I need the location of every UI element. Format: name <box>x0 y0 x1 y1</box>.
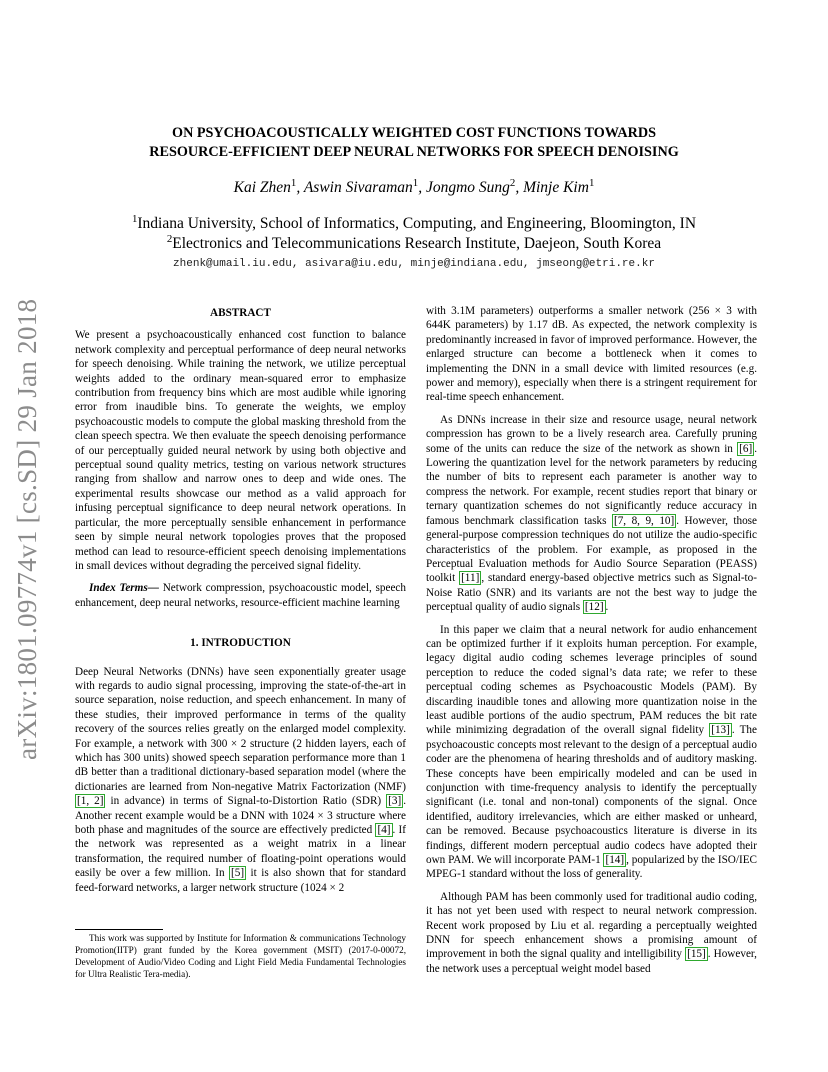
citation-link[interactable]: [4] <box>377 824 391 836</box>
citation-link[interactable]: [1, 2] <box>77 795 104 808</box>
index-terms-text: Network compression, psychoacoustic model, speech enhancement, deep neural networks, resource-efficient machine learning <box>75 582 406 609</box>
abstract-heading: ABSTRACT <box>210 307 271 319</box>
citation-link[interactable]: [15] <box>687 948 706 961</box>
intro-paragraph-4: Although PAM has been commonly used for traditional audio coding, it has not yet been used with respect to neural network compression. Recent work proposed by Liu et al. regarding a perceptually weighted DNN for speech enhancement shows a promising amount of improvement in both the signal quality and intelligibility [15] . However, the network uses a perceptual weight model based <box>426 890 757 975</box>
citation-link[interactable]: [11] <box>461 572 480 585</box>
citation-link[interactable]: [3] <box>388 795 402 808</box>
author-name: Jongmo Sung <box>425 179 510 196</box>
citation-link[interactable]: [5] <box>231 867 245 880</box>
index-terms <box>75 581 406 610</box>
citation-link[interactable]: [13] <box>711 724 730 737</box>
intro-paragraph-2: As DNNs increase in their size and resource usage, neural network compression has grown to be a lively research area. Carefully pruning some of the units can reduce the size of the network as shown in [6] . Lowering the quantization level for the network parameters by reducing the number of bits to represent each parameter is another way to compress the network. For example, recent studies report that binary or ternary quantization schemes do not significantly reduce accuracy in famous benchmark classification tasks [7, 8, 9, 10] . However, those general-purpose compression techniques do not utilize the audio-specific characteristics of the problem. For example, as proposed in the Perceptual Evaluation methods for Audio Source Separation (PEASS) toolkit [11] , standard energy-based objective metrics such as Signal-to-Noise Ratio (SNR) and its variants are not the best way to judge the perceptual quality of audio signals [12] . <box>426 413 758 614</box>
citation-link[interactable]: [14] <box>605 854 625 867</box>
intro-paragraph-1-continued: with 3.1M parameters) outperforms a smaller network (256 × 3 with 644K parameters) by 1.17 dB. As expected, the network complexity is predominantly increased in favor of improved performance. However, the enlarged structure can become a bottleneck when it comes to implementing the DNN in a small device with limited resources (e.g. power and memory), especially when there is a stringent requirement for real-time speech enhancement. <box>426 305 757 404</box>
title-line-1: ON PSYCHOACOUSTICALLY WEIGHTED COST FUNCTIONS TOWARDS <box>172 125 656 141</box>
author-name: Kai Zhen <box>233 179 291 196</box>
right-column <box>426 304 757 984</box>
author-emails: zhenk@umail.iu.edu, asivara@iu.edu, minje@indiana.edu, jmseong@etri.re.kr <box>173 258 655 270</box>
citation-link[interactable]: [7, 8, 9, 10] <box>613 514 675 527</box>
citation-link[interactable]: [12] <box>584 601 604 614</box>
paper-title <box>0 124 828 161</box>
footnote-rule <box>75 929 163 930</box>
abstract-text: We present a psychoacoustically enhanced cost function to balance network complexity and perceptual performance of deep neural networks for speech denoising. While training the network, we utilize perceptual weights added to the ordinary mean-squared error to emphasize contribution from frequency bins which are most audible while ignoring error from inaudible bins. To generate the weights, we employ psychoacoustic models to compute the global masking threshold from the clean speech spectra. We then evaluate the speech denoising performance of our perceptually guided neural network by using both objective and perceptual sound quality metrics, testing on various network structures ranging from shallow and narrow ones to deep and wide ones. The experimental results showcase our method as a valid approach for infusing perceptual significance to deep neural network operations. In particular, the more perceptually sensible enhancement in performance seen by simple neural network topologies proves that the proposed method can lead to resource-efficient speech denoising implementations in small devices without degrading the perceived signal fidelity. <box>75 329 406 572</box>
index-terms-label: Index Terms— <box>89 582 159 595</box>
affiliations <box>0 214 828 254</box>
citation-link[interactable]: [6] <box>739 442 753 455</box>
funding-footnote: This work was supported by Institute for Information & communications Technology Promotion(IITP) grant funded by the Korea government (MSIT) (2017-0-00072, Development of Audio/Video Coding and Light Field Media Fundamental Technologies for Ultra Realistic Tera-media). <box>75 933 406 979</box>
author-list: Kai Zhen$^1$, Aswin Sivaraman$^1$, Jongmo Sung$^2$, Minje Kim$^1$ <box>233 176 595 196</box>
author-name: Aswin Sivaraman <box>303 179 413 196</box>
title-line-2: RESOURCE-EFFICIENT DEEP NEURAL NETWORKS FOR SPEECH DENOISING <box>149 143 679 160</box>
affiliation-2: $^2$Electronics and Telecommunications Research Institute, Daejeon, South Korea <box>166 232 662 252</box>
intro-paragraph-3: In this paper we claim that a neural network for audio enhancement can be optimized further if it exploits human perception. For example, legacy digital audio coding schemes leverage principles of sound perception to reduce the coded signal’s data rate; we refer to these perceptual coding schemes as Psychoacoustic Models (PAM). By discarding inaudible tones and allowing more quantization noise in the least audible portions of the audio spectrum, PAM reduces the bit rate while minimizing degradation of the overall signal fidelity [13] . The psychoacoustic concepts most relevant to the design of a perceptual audio coder are the phenomena of hearing thresholds and of auditory masking. These concepts have been empirically modeled and can be used in conjunction with time-frequency analysis to identify the perceptually significant (i.e. tonal and non-tonal) components of the signal. Once identified, auditory irrelevancies, which are either masked or unheard, can be removed. Because psychoacoustics literature is diverse in its findings, different modern perceptual audio codecs have adopted their own PAM. We will incorporate PAM-1 [14] , popularized by the ISO/IEC MPEG-1 standard without the loss of generality. <box>426 623 757 881</box>
left-column <box>75 306 406 903</box>
arxiv-identifier: arXiv:1801.09774v1 [cs.SD] 29 Jan 2018 <box>12 298 42 760</box>
affiliation-1: $^1$Indiana University, School of Informatics, Computing, and Engineering, Bloomington, IN <box>131 212 697 232</box>
author-name: Minje Kim <box>523 179 589 196</box>
introduction-heading: 1. INTRODUCTION <box>190 637 291 650</box>
intro-paragraph-1: Deep Neural Networks (DNNs) have seen exponentially greater usage with regards to audio signal processing, improving the state-of-the-art in source separation, noise reduction, and speech enhancement. In many of these studies, their improved performance in terms of the quality recovery of the sources relies greatly on the enlarged model complexity. For example, a network with 300 × 2 structure (2 hidden layers, each of which has 300 units) showed speech separation performance more than 1 dB better than a traditional dictionary-based separation model (where the dictionaries are learned from Non-negative Matrix Factorization (NMF) [1, 2] in advance) in terms of Signal-to-Distortion Ratio (SDR) [3] . Another recent example would be a DNN with 1024 × 3 structure where both phase and magnitudes of the source are effectively predicted [4] . If the network was represented as a weight matrix in a linear transformation, the required number of floating-point operations would easily be over a few million. In [5] it is also shown that for standard feed-forward networks, a larger network structure (1024 × 2 <box>75 665 406 894</box>
